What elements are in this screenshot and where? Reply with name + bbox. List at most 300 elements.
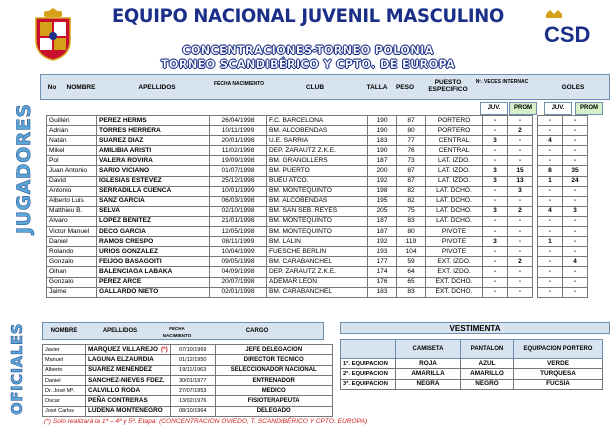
player-club: BM. MONTEQUINTO	[267, 186, 368, 196]
player-row	[47, 186, 588, 196]
player-row	[47, 247, 588, 257]
player-apellidos: VALERA ROVIRA	[97, 156, 210, 166]
player-puesto: LAT. DCHO.	[426, 196, 483, 206]
player-goles-juv: -	[538, 116, 563, 126]
player-club: BUEU ATCO.	[267, 176, 368, 186]
col-goles: GOLES	[561, 84, 585, 91]
player-club: BM. CARABANCHEL	[267, 257, 368, 267]
player-talla: 177	[368, 257, 397, 267]
official-cargo: DIRECTOR TECNICO	[215, 355, 332, 365]
player-puesto: CENTRAL	[426, 146, 483, 156]
player-fecha: 11/02/1998	[210, 146, 267, 156]
player-talla: 174	[368, 267, 397, 277]
player-club: BM. GRANOLLERS	[267, 156, 368, 166]
player-puesto: CENTRAL	[426, 136, 483, 146]
player-talla: 193	[368, 247, 397, 257]
official-cargo: SELECCIONADOR NACIONAL	[215, 365, 332, 375]
player-talla: 190	[368, 146, 397, 156]
sub-juv-veces: JUV.	[480, 102, 508, 115]
players-section-label: JUGADORES	[13, 103, 35, 234]
vest-portero: FUCSIA	[514, 379, 603, 389]
player-peso: 77	[397, 136, 426, 146]
player-peso: 75	[397, 206, 426, 216]
player-goles-prom: 3	[563, 206, 588, 216]
player-nombre: Guillén	[47, 116, 97, 126]
vest-pantalon: AMARILLO	[461, 369, 514, 379]
player-veces-juv: -	[483, 227, 508, 237]
player-peso: 80	[397, 227, 426, 237]
player-goles-juv: 4	[538, 136, 563, 146]
player-veces-juv: -	[483, 277, 508, 287]
player-apellidos: SELVA	[97, 206, 210, 216]
player-fecha: 21/01/1998	[210, 216, 267, 226]
player-goles-juv: 1	[538, 176, 563, 186]
col-fecha: FECHA NACIMIENTO	[214, 81, 264, 87]
player-club: BM. PUERTO	[267, 166, 368, 176]
player-talla: 198	[368, 186, 397, 196]
vest-camiseta: AMARILLA	[396, 369, 461, 379]
official-note-marker: (*)	[160, 345, 168, 353]
player-talla: 187	[368, 227, 397, 237]
player-goles-juv: -	[538, 156, 563, 166]
player-fecha: 02/10/1998	[210, 206, 267, 216]
player-veces-prom: -	[508, 116, 533, 126]
player-row	[47, 216, 588, 226]
player-row	[47, 206, 588, 216]
official-row	[43, 355, 333, 365]
col-no: No	[47, 84, 57, 91]
col-peso: PESO	[395, 84, 415, 91]
player-veces-juv: -	[483, 287, 508, 297]
player-peso: 76	[397, 146, 426, 156]
page-subtitle-1: CONCENTRACIONES-TORNEO POLONIA	[182, 44, 434, 57]
player-fecha: 10/04/1999	[210, 247, 267, 257]
player-apellidos: RAMOS CRESPO	[97, 237, 210, 247]
player-apellidos: DECO GARCIA	[97, 227, 210, 237]
player-veces-juv: -	[483, 267, 508, 277]
player-goles-prom: 24	[563, 176, 588, 186]
player-goles-prom: -	[563, 237, 588, 247]
player-goles-prom: 35	[563, 166, 588, 176]
player-club: DEP. ZARAUTZ Z.K.E.	[267, 146, 368, 156]
player-fecha: 02/01/1998	[210, 287, 267, 297]
player-apellidos: FEIJOO BASAGOITI	[97, 257, 210, 267]
player-puesto: EXT. IZDO.	[426, 267, 483, 277]
player-club: BM. MONTEQUINTO	[267, 216, 368, 226]
player-row	[47, 176, 588, 186]
player-nombre: Mikel	[47, 146, 97, 156]
player-club: BM. ALCOBENDAS	[267, 196, 368, 206]
player-peso: 87	[397, 176, 426, 186]
player-peso: 119	[397, 237, 426, 247]
player-puesto: EXT. DCHO.	[426, 277, 483, 287]
player-row	[47, 116, 588, 126]
player-nombre: Alberto Luis	[47, 196, 97, 206]
player-club: BM. ALCOBENDAS	[267, 126, 368, 136]
vest-col-portero: EQUIPACION PORTERO	[514, 340, 603, 359]
official-apellidos-cell	[86, 375, 171, 385]
vestimenta-row	[341, 359, 603, 369]
player-nombre: Alvaro	[47, 216, 97, 226]
vest-portero: TURQUESA	[514, 369, 603, 379]
player-veces-juv: -	[483, 196, 508, 206]
player-veces-prom: 2	[508, 206, 533, 216]
players-header	[40, 74, 610, 100]
player-fecha: 08/11/1999	[210, 237, 267, 247]
player-puesto: PIVOTE	[426, 247, 483, 257]
player-peso: 104	[397, 247, 426, 257]
player-veces-prom: 15	[508, 166, 533, 176]
player-row	[47, 126, 588, 136]
player-nombre: Rolando	[47, 247, 97, 257]
player-apellidos: LOPEZ BENITEZ	[97, 216, 210, 226]
vest-camiseta: ROJA	[396, 359, 461, 369]
player-club: F.C. BARCELONA	[267, 116, 368, 126]
official-fecha: 19/11/1963	[170, 365, 215, 375]
player-veces-prom: 3	[508, 186, 533, 196]
player-veces-prom: -	[508, 227, 533, 237]
player-nombre: Pol	[47, 156, 97, 166]
player-fecha: 20/07/1998	[210, 277, 267, 287]
vestimenta-row	[341, 379, 603, 389]
player-apellidos: SUAREZ DIAZ	[97, 136, 210, 146]
player-goles-juv: -	[538, 186, 563, 196]
player-goles-prom: -	[563, 186, 588, 196]
footnote: (*) Solo realizará la 1ª – 4ª y 5ª. Etapa: (CONCENTRACION OVIEDO, T. SCANDIBÉRICO Y CPTO. EUROPA)	[44, 418, 368, 425]
player-talla: 190	[368, 126, 397, 136]
player-goles-juv: -	[538, 267, 563, 277]
player-veces-juv: -	[483, 216, 508, 226]
csd-logo-text: CSD	[544, 22, 591, 47]
col-veces: Nº. VECES INTERNAC	[475, 79, 529, 85]
player-club: BM. SAN SEB. REYES	[267, 206, 368, 216]
players-table	[46, 115, 588, 298]
player-puesto: PORTERO	[426, 116, 483, 126]
player-goles-juv: -	[538, 196, 563, 206]
player-nombre: David	[47, 176, 97, 186]
official-row	[43, 396, 333, 406]
player-talla: 190	[368, 116, 397, 126]
player-goles-juv: -	[538, 287, 563, 297]
player-goles-juv: -	[538, 247, 563, 257]
player-talla: 183	[368, 287, 397, 297]
vest-corner	[341, 340, 396, 359]
player-goles-prom: -	[563, 247, 588, 257]
player-row	[47, 237, 588, 247]
player-puesto: LAT. DCHO.	[426, 216, 483, 226]
player-goles-prom: -	[563, 216, 588, 226]
federation-crest-icon	[30, 6, 76, 64]
player-row	[47, 277, 588, 287]
col-club: CLUB	[305, 84, 325, 91]
player-row	[47, 146, 588, 156]
officials-header	[42, 322, 324, 340]
official-apellidos: PEÑA CONTRERAS	[88, 397, 148, 405]
ocol-apellidos: APELLIDOS	[102, 328, 138, 334]
player-goles-juv: -	[538, 257, 563, 267]
player-peso: 82	[397, 196, 426, 206]
official-cargo: JEFE DELEGACION	[215, 345, 332, 355]
col-nombre: NOMBRE	[66, 84, 96, 91]
vest-label: 1ª. EQUIPACION	[341, 359, 396, 369]
player-club: BM. MONTEQUINTO	[267, 227, 368, 237]
player-nombre: Adrián	[47, 126, 97, 136]
player-puesto: PORTERO	[426, 126, 483, 136]
vest-pantalon: NEGRO	[461, 379, 514, 389]
player-veces-prom: -	[508, 277, 533, 287]
player-nombre: Daniel	[47, 237, 97, 247]
official-cargo: FISIOTERAPEUTA	[215, 396, 332, 406]
player-club: FUESCHE BERLIN	[267, 247, 368, 257]
vest-camiseta: NEGRA	[396, 379, 461, 389]
player-veces-prom: -	[508, 216, 533, 226]
official-nombre: Dr. José Mª.	[43, 386, 86, 396]
official-apellidos-cell	[86, 386, 171, 396]
player-row	[47, 267, 588, 277]
player-nombre: Victor Manuel	[47, 227, 97, 237]
player-veces-juv: -	[483, 156, 508, 166]
player-talla: 195	[368, 196, 397, 206]
player-nombre: Oihan	[47, 267, 97, 277]
player-goles-juv: -	[538, 277, 563, 287]
player-goles-juv: -	[538, 227, 563, 237]
page-subtitle-2: TORNEO SCANDIBÉRICO Y CPTO. DE EUROPA	[160, 58, 456, 71]
player-goles-juv: -	[538, 146, 563, 156]
player-row	[47, 136, 588, 146]
player-club: ADEMAR LEON	[267, 277, 368, 287]
player-peso: 80	[397, 126, 426, 136]
player-talla: 192	[368, 237, 397, 247]
player-talla: 200	[368, 166, 397, 176]
player-peso: 64	[397, 267, 426, 277]
player-veces-prom: -	[508, 136, 533, 146]
player-puesto: LAT. IZDO.	[426, 166, 483, 176]
player-goles-prom: 4	[563, 257, 588, 267]
official-apellidos-cell	[86, 355, 171, 365]
player-fecha: 01/07/1998	[210, 166, 267, 176]
player-talla: 187	[368, 156, 397, 166]
player-peso: 83	[397, 287, 426, 297]
sub-prom-veces: PROM	[509, 102, 537, 115]
player-veces-prom: -	[508, 196, 533, 206]
player-apellidos: BALENCIAGA LABAKA	[97, 267, 210, 277]
player-row	[47, 227, 588, 237]
official-fecha: 01/12/1950	[170, 355, 215, 365]
player-apellidos: PEREZ HERMS	[97, 116, 210, 126]
csd-logo	[538, 8, 604, 48]
official-fecha: 07/10/1969	[170, 345, 215, 355]
player-veces-prom: 13	[508, 176, 533, 186]
official-nombre: Alberto	[43, 365, 86, 375]
official-fecha: 30/01/1977	[170, 375, 215, 385]
player-veces-juv: 3	[483, 237, 508, 247]
officials-section-label: OFICIALES	[8, 323, 26, 415]
vest-col-pantalon: PANTALON	[461, 340, 514, 359]
player-talla: 176	[368, 277, 397, 287]
player-row	[47, 287, 588, 297]
official-row	[43, 345, 333, 355]
official-nombre: Javier	[43, 345, 86, 355]
player-veces-juv: -	[483, 186, 508, 196]
player-club: BM. LALIN	[267, 237, 368, 247]
official-apellidos: CALVILLO RODA	[88, 386, 141, 394]
player-fecha: 19/09/1998	[210, 156, 267, 166]
csd-crown-icon	[538, 8, 604, 48]
col-apellidos: APELLIDOS	[138, 84, 176, 91]
player-veces-prom: 2	[508, 126, 533, 136]
player-row	[47, 257, 588, 267]
player-apellidos: SANZ GARCIA	[97, 196, 210, 206]
official-row	[43, 406, 333, 416]
official-row	[43, 375, 333, 385]
player-apellidos: IGLESIAS ESTEVEZ	[97, 176, 210, 186]
official-apellidos: LAGUNA ELZAURDIA	[88, 355, 154, 363]
player-nombre: Jaime	[47, 287, 97, 297]
player-veces-juv: -	[483, 257, 508, 267]
player-puesto: PIVOTE	[426, 237, 483, 247]
player-nombre: Juan Antonio	[47, 166, 97, 176]
official-apellidos-cell	[86, 345, 171, 355]
player-peso: 59	[397, 257, 426, 267]
player-nombre: Matthieu B.	[47, 206, 97, 216]
player-peso: 83	[397, 216, 426, 226]
player-puesto: PIVOTE	[426, 227, 483, 237]
official-apellidos: LUDENA MONTENEGRO	[88, 407, 163, 415]
player-peso: 82	[397, 186, 426, 196]
vest-label: 3ª. EQUIPACION	[341, 379, 396, 389]
player-veces-juv: -	[483, 146, 508, 156]
player-apellidos: AMILIBIA ARISTI	[97, 146, 210, 156]
official-apellidos: MARQUEZ VILLAREJO	[88, 345, 158, 353]
player-fecha: 12/05/1998	[210, 227, 267, 237]
player-veces-prom: -	[508, 156, 533, 166]
player-goles-prom: -	[563, 227, 588, 237]
official-row	[43, 365, 333, 375]
player-fecha: 26/04/1998	[210, 116, 267, 126]
player-goles-prom: -	[563, 196, 588, 206]
page-title: EQUIPO NACIONAL JUVENIL MASCULINO	[111, 6, 504, 27]
player-nombre: Gonzalo	[47, 257, 97, 267]
player-goles-juv: 4	[538, 206, 563, 216]
vest-pantalon: AZUL	[461, 359, 514, 369]
player-veces-juv: 3	[483, 166, 508, 176]
player-club: DEP. ZARAUTZ Z.K.E.	[267, 267, 368, 277]
officials-table	[42, 344, 333, 417]
ocol-cargo: CARGO	[245, 328, 269, 334]
player-veces-prom: -	[508, 287, 533, 297]
player-peso: 87	[397, 166, 426, 176]
player-fecha: 20/01/1998	[210, 136, 267, 146]
player-fecha: 04/09/1998	[210, 267, 267, 277]
official-nombre: José Carlos	[43, 406, 86, 416]
player-talla: 192	[368, 176, 397, 186]
player-apellidos: PEREZ ARCE	[97, 277, 210, 287]
player-nombre: Antonio	[47, 186, 97, 196]
player-peso: 65	[397, 277, 426, 287]
player-veces-juv: 3	[483, 176, 508, 186]
official-row	[43, 386, 333, 396]
player-puesto: LAT. DCHO.	[426, 186, 483, 196]
ocol-nombre: NOMBRE	[50, 328, 78, 334]
player-talla: 205	[368, 206, 397, 216]
player-peso: 73	[397, 156, 426, 166]
official-cargo: ENTRENADOR	[215, 375, 332, 385]
vestimenta-title: VESTIMENTA	[340, 322, 610, 334]
player-goles-prom: -	[563, 116, 588, 126]
player-fecha: 09/05/1998	[210, 257, 267, 267]
official-fecha: 08/10/1964	[170, 406, 215, 416]
player-veces-prom: 2	[508, 257, 533, 267]
official-nombre: Oscar	[43, 396, 86, 406]
player-veces-prom: -	[508, 247, 533, 257]
sub-prom-goles: PROM	[575, 102, 603, 115]
player-talla: 187	[368, 216, 397, 226]
player-row	[47, 196, 588, 206]
player-veces-prom: -	[508, 146, 533, 156]
player-goles-prom: -	[563, 126, 588, 136]
player-goles-juv: 1	[538, 237, 563, 247]
player-fecha: 10/11/1999	[210, 126, 267, 136]
player-puesto: LAT. IZDO.	[426, 176, 483, 186]
sub-juv-goles: JUV.	[544, 102, 572, 115]
official-cargo: MEDICO	[215, 386, 332, 396]
player-goles-prom: -	[563, 156, 588, 166]
player-fecha: 10/01/1999	[210, 186, 267, 196]
player-veces-juv: 3	[483, 206, 508, 216]
player-goles-juv: -	[538, 126, 563, 136]
player-goles-prom: -	[563, 146, 588, 156]
player-goles-prom: -	[563, 267, 588, 277]
player-puesto: LAT. DCHO.	[426, 206, 483, 216]
player-apellidos: SARIO VICIANO	[97, 166, 210, 176]
player-row	[47, 156, 588, 166]
player-veces-juv: 3	[483, 136, 508, 146]
player-apellidos: URIOS GONZALEZ	[97, 247, 210, 257]
player-nombre: Natán	[47, 136, 97, 146]
player-club: BM. CARABANCHEL	[267, 287, 368, 297]
player-veces-juv: -	[483, 126, 508, 136]
col-talla: TALLA	[366, 84, 388, 91]
player-goles-juv: 8	[538, 166, 563, 176]
player-peso: 87	[397, 116, 426, 126]
player-club: U.E. SARRIA	[267, 136, 368, 146]
player-apellidos: TORRES HERRERA	[97, 126, 210, 136]
vestimenta-table	[340, 339, 603, 390]
player-puesto: LAT. IZDO.	[426, 156, 483, 166]
player-goles-prom: -	[563, 136, 588, 146]
official-apellidos: SUAREZ MENENDEZ	[88, 366, 152, 374]
official-fecha: 13/02/1976	[170, 396, 215, 406]
vestimenta-row	[341, 369, 603, 379]
player-fecha: 06/03/1998	[210, 196, 267, 206]
player-veces-prom: -	[508, 237, 533, 247]
player-fecha: 25/12/1998	[210, 176, 267, 186]
vest-label: 2ª. EQUIPACION	[341, 369, 396, 379]
player-goles-prom: -	[563, 277, 588, 287]
official-cargo: DELEGADO	[215, 406, 332, 416]
player-veces-juv: -	[483, 116, 508, 126]
official-apellidos-cell	[86, 396, 171, 406]
ocol-fecha: FECHA NACIMIENTO	[162, 326, 192, 338]
col-puesto: PUESTO ESPECIFICO	[428, 79, 468, 93]
player-row	[47, 166, 588, 176]
player-puesto: EXT. DCHO.	[426, 287, 483, 297]
player-goles-prom: -	[563, 287, 588, 297]
player-veces-juv: -	[483, 247, 508, 257]
official-fecha: 27/07/1953	[170, 386, 215, 396]
official-apellidos: SANCHEZ-NIEVES FDEZ.	[88, 376, 165, 384]
player-nombre: Gonzalo	[47, 277, 97, 287]
